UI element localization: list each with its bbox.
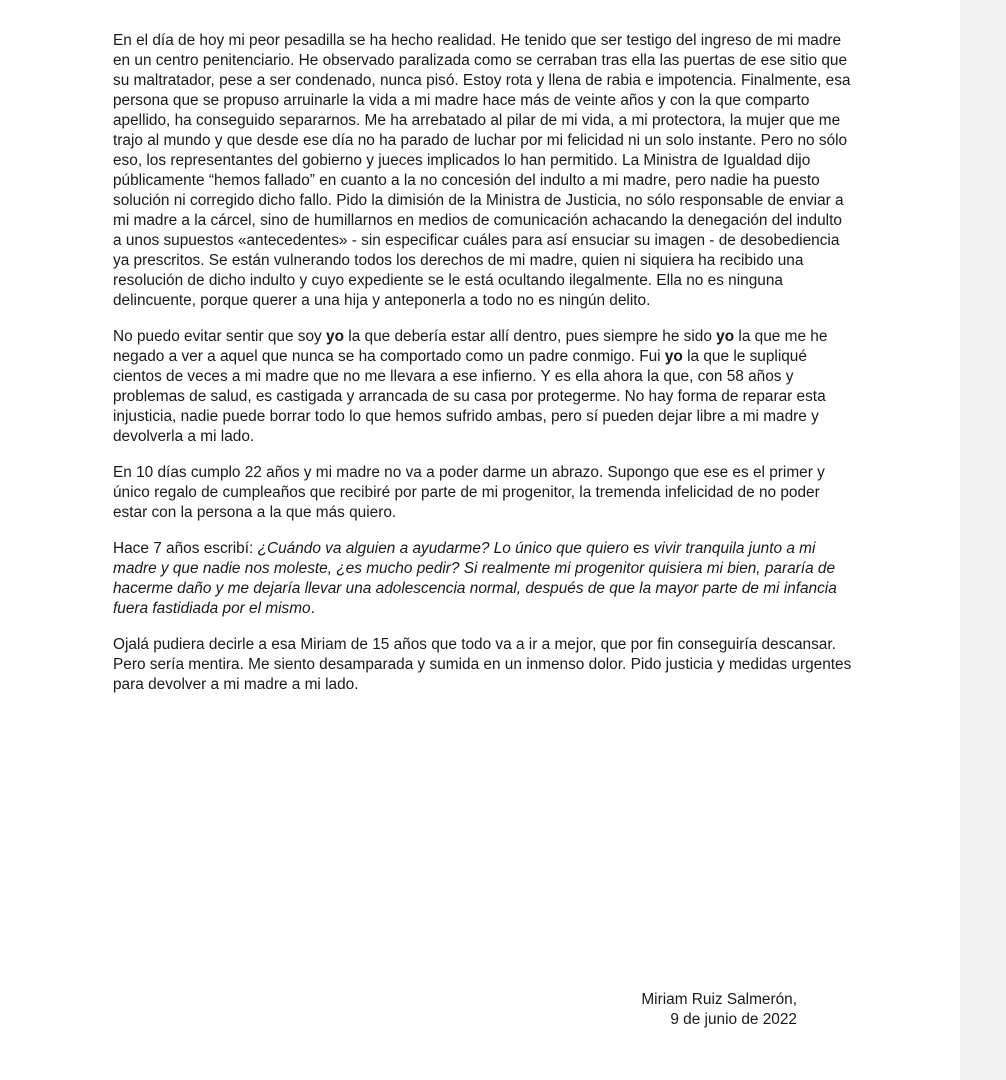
letter-body bbox=[113, 31, 853, 711]
paragraph-2-bold-3: yo bbox=[664, 348, 683, 365]
side-panel bbox=[960, 0, 1006, 1080]
paragraph-2 bbox=[113, 327, 853, 447]
paragraph-2-bold-2: yo bbox=[716, 328, 735, 345]
paragraph-2-text-4: la que le supliqué cientos de veces a mi madre que no me llevara a ese infierno. Y es ella ahora la que, con 58 años y problemas de salud, es castigada y arrancada de su casa por protegerme. No hay forma de reparar esta injusticia, nadie puede borrar todo lo que hemos sufrido ambas, pero sí pueden dejar libre a mi madre y devolverla a mi lado. bbox=[113, 348, 826, 445]
signature-name: Miriam Ruiz Salmerón, bbox=[641, 991, 797, 1008]
paragraph-2-bold-1: yo bbox=[326, 328, 344, 345]
signature-date: 9 de junio de 2022 bbox=[670, 1011, 797, 1028]
paragraph-4 bbox=[113, 539, 853, 619]
signature-block bbox=[641, 990, 797, 1030]
paragraph-4-end: . bbox=[310, 600, 315, 617]
paragraph-2-text-3: la que me he negado a ver a aquel que nunca se ha comportado como un padre conmigo. Fui bbox=[113, 328, 828, 365]
paragraph-2-text-2: la que debería estar allí dentro, pues siempre he sido bbox=[344, 328, 717, 345]
paragraph-1: En el día de hoy mi peor pesadilla se ha hecho realidad. He tenido que ser testigo del ingreso de mi madre en un centro penitenciario. He observado paralizada como se cerraban tras ella las puertas de ese sitio que su maltratador, pese a ser condenado, nunca pisó. Estoy rota y llena de rabia e impotencia. Finalmente, esa persona que se propuso arruinarle la vida a mi madre hace más de veinte años y con la que comparto apellido, ha conseguido separarnos. Me ha arrebatado al pilar de mi vida, a mi protectora, la mujer que me trajo al mundo y que desde ese día no ha parado de luchar por mi felicidad ni un solo instante. Pero no sólo eso, los representantes del gobierno y jueces implicados lo han permitido. La Ministra de Igualdad dijo públicamente “hemos fallado” en cuanto a la no concesión del indulto a mi madre, pero nadie ha puesto solución ni corregido dicho fallo. Pido la dimisión de la Ministra de Justicia, no sólo responsable de enviar a mi madre a la cárcel, sino de humillarnos en medios de comunicación achacando la denegación del indulto a unos supuestos «antecedentes» - sin especificar cuáles para así ensuciar su imagen - de desobediencia ya prescritos. Se están vulnerando todos los derechos de mi madre, quien ni siquiera ha recibido una resolución de dicho indulto y cuyo expediente se le está ocultando ilegalmente. Ella no es ninguna delincuente, porque querer a una hija y anteponerla a todo no es ningún delito. bbox=[113, 32, 851, 309]
paragraph-4-quote: ¿Cuándo va alguien a ayudarme? Lo único que quiero es vivir tranquila junto a mi madre y que nadie nos moleste, ¿es mucho pedir? Si realmente mi progenitor quisiera mi bien, pararía de hacerme daño y me dejaría llevar una adolescencia normal, después de que la mayor parte de mi infancia fuera fastidiada por el mismo bbox=[113, 540, 837, 617]
paragraph-3: En 10 días cumplo 22 años y mi madre no va a poder darme un abrazo. Supongo que ese es el primer y único regalo de cumpleaños que recibiré por parte de mi progenitor, la tremenda infelicidad de no poder estar con la persona a la que más quiero. bbox=[113, 464, 825, 521]
paragraph-5: Ojalá pudiera decirle a esa Miriam de 15 años que todo va a ir a mejor, que por fin conseguiría descansar. Pero sería mentira. Me siento desamparada y sumida en un inmenso dolor. Pido justicia y medidas urgentes para devolver a mi madre a mi lado. bbox=[113, 636, 852, 693]
paragraph-4-intro: Hace 7 años escribí: bbox=[113, 540, 258, 557]
paragraph-2-text-1: No puedo evitar sentir que soy bbox=[113, 328, 327, 345]
